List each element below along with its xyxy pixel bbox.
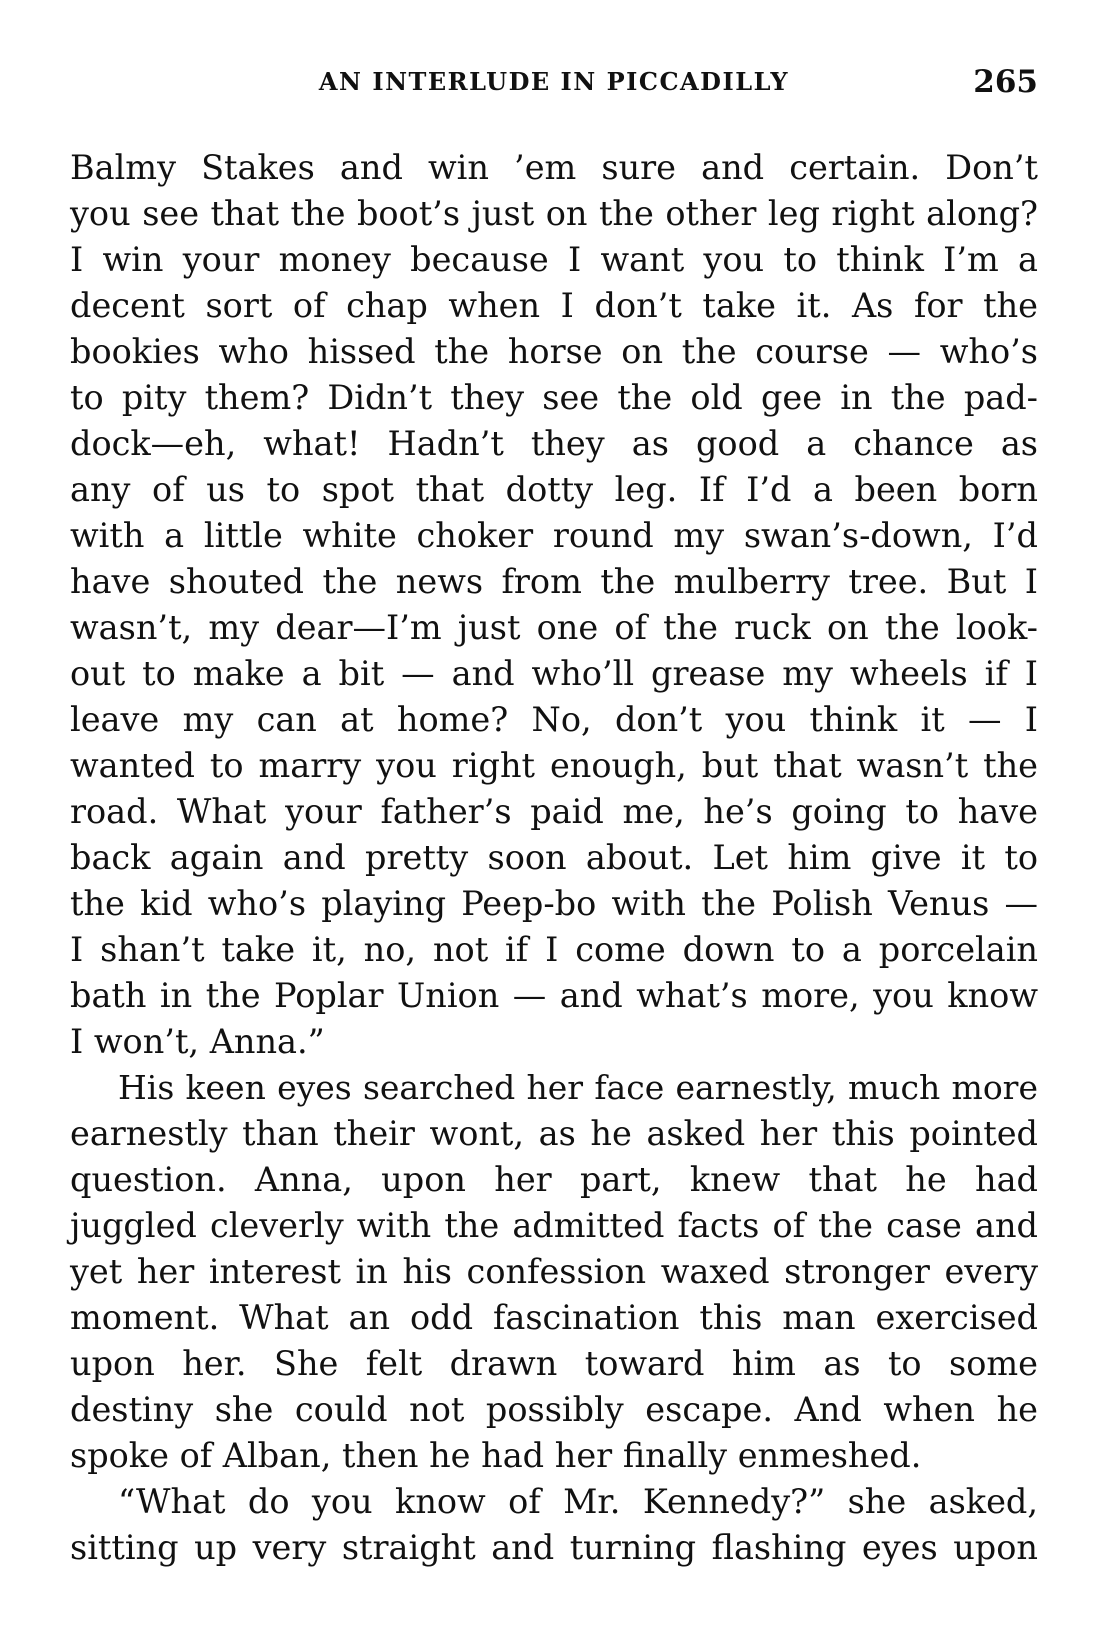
text-line: wanted to marry you right enough, but that wasn’t the bbox=[70, 746, 1038, 785]
body-text bbox=[70, 145, 1038, 1571]
text-line: His keen eyes searched her face earnestly, much more bbox=[118, 1068, 1038, 1107]
text-line: destiny she could not possibly escape. And when he bbox=[70, 1390, 1038, 1429]
text-line: I shan’t take it, no, not if I come down to a porcelain bbox=[70, 930, 1038, 969]
text-line: sitting up very straight and turning flashing eyes upon bbox=[70, 1528, 1038, 1567]
text-line: dock—eh, what! Hadn’t they as good a chance as bbox=[70, 424, 1038, 463]
text-line: yet her interest in his confession waxed stronger every bbox=[70, 1252, 1038, 1291]
text-line: Balmy Stakes and win ’em sure and certain. Don’t bbox=[70, 148, 1038, 187]
text-line: moment. What an odd fascination this man exercised bbox=[70, 1298, 1038, 1337]
text-line: to pity them? Didn’t they see the old gee in the pad- bbox=[70, 378, 1038, 417]
text-line: spoke of Alban, then he had her finally enmeshed. bbox=[70, 1436, 922, 1475]
text-line: with a little white choker round my swan’s-down, I’d bbox=[70, 516, 1038, 555]
text-line: back again and pretty soon about. Let him give it to bbox=[70, 838, 1038, 877]
text-line: upon her. She felt drawn toward him as to some bbox=[70, 1344, 1038, 1383]
text-line: bookies who hissed the horse on the course — who’s bbox=[70, 332, 1038, 371]
paragraph bbox=[70, 145, 1038, 1065]
text-line: bath in the Poplar Union — and what’s more, you know bbox=[70, 976, 1038, 1015]
paragraph bbox=[70, 1065, 1038, 1479]
text-line: earnestly than their wont, as he asked her this pointed bbox=[70, 1114, 1038, 1153]
text-line: road. What your father’s paid me, he’s going to have bbox=[70, 792, 1038, 831]
text-line: out to make a bit — and who’ll grease my wheels if I bbox=[70, 654, 1038, 693]
paragraph bbox=[70, 1479, 1038, 1571]
text-line: question. Anna, upon her part, knew that he had bbox=[70, 1160, 1038, 1199]
running-title: AN INTERLUDE IN PICCADILLY bbox=[318, 67, 790, 96]
text-line: juggled cleverly with the admitted facts of the case and bbox=[70, 1206, 1038, 1245]
text-line: any of us to spot that dotty leg. If I’d a been born bbox=[70, 470, 1038, 509]
text-line: you see that the boot’s just on the other leg right along? bbox=[70, 194, 1038, 233]
text-line: wasn’t, my dear—I’m just one of the ruck on the look- bbox=[70, 608, 1038, 647]
text-line: I win your money because I want you to think I’m a bbox=[70, 240, 1038, 279]
text-line: I won’t, Anna.” bbox=[70, 1022, 325, 1061]
text-line: leave my can at home? No, don’t you think it — I bbox=[70, 700, 1038, 739]
text-line: decent sort of chap when I don’t take it. As for the bbox=[70, 286, 1038, 325]
text-line: the kid who’s playing Peep-bo with the Polish Venus — bbox=[70, 884, 1038, 923]
text-line: have shouted the news from the mulberry tree. But I bbox=[70, 562, 1038, 601]
page-header bbox=[70, 62, 1038, 102]
text-line: “What do you know of Mr. Kennedy?” she asked, bbox=[118, 1482, 1038, 1521]
page-number: 265 bbox=[973, 64, 1038, 100]
